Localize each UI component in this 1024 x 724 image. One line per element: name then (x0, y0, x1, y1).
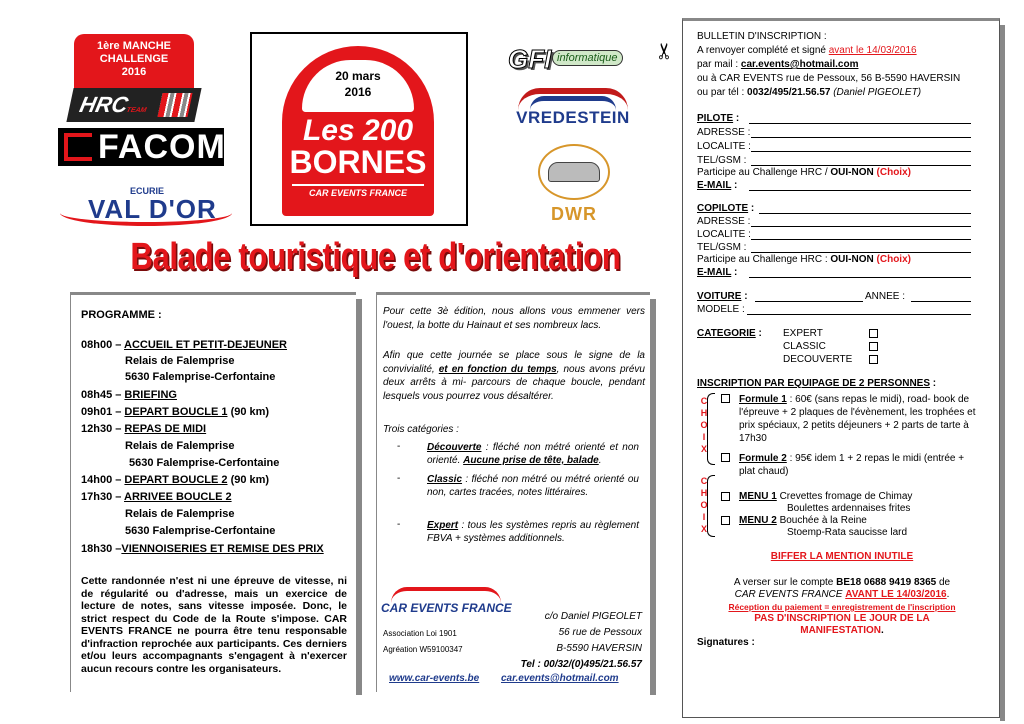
programme-box (70, 292, 356, 692)
contact-name: c/o Daniel PIGEOLET (544, 611, 642, 622)
pilote-adresse-field[interactable] (751, 128, 971, 138)
cat-decouverte-label: DECOUVERTE (783, 354, 853, 365)
vredestein-logo (508, 88, 638, 132)
valdor-logo (60, 186, 232, 226)
website-link[interactable]: www.car-events.be (389, 673, 480, 684)
venue-address: 5630 Falemprise-Cerfontaine (125, 525, 276, 537)
voiture-field[interactable] (755, 292, 863, 302)
signature-area[interactable] (697, 653, 983, 709)
intro-paragraph: Pour cette 3è édition, nous allons vous emmener vers l'ouest, la botte du Hainaut et ses nombreux lacs. (383, 306, 645, 331)
gfi-text: GFI (508, 44, 552, 74)
formule1-text: Formule 1 : 60€ (sans repas le midi), road- book de l'épreuve + 2 plaques de l'évènement, les trophées et prix spéciaux, 2 petits déjeuners + 2 parts de tarte à 17h30 (739, 394, 976, 444)
valdor-text: VAL D'OR (88, 194, 217, 224)
formule2-text: Formule 2 : 95€ idem 1 + 2 repas le midi (entrée + plat chaud) (739, 453, 965, 477)
menu1-text: MENU 1 Crevettes fromage de Chimay (739, 491, 913, 502)
pilote-tel-label: TEL/GSM : (697, 155, 747, 166)
menu2-checkbox[interactable] (721, 516, 730, 525)
menu1-line2: Boulettes ardennaises frites (787, 503, 911, 514)
programme-item: 08h45 – BRIEFING (81, 389, 177, 401)
bullet-dash: - (397, 441, 401, 452)
manche-challenge-logo (74, 34, 194, 94)
manche-line-3: 2016 (121, 66, 147, 78)
disclaimer-paragraph: Cette randonnée n'est ni une épreuve de vitesse, ni de régularité ou d'adresse, mais un exercice de lecture de notes, sans vitesse imposée. Donc, le strict respect du Code de la Route s'impose. CAR EVENTS FRANCE ne pourra être tenu responsable d'infraction reprochée aux participants. Ces derniers et/ou leurs accompagnants s'engagent à n'exercer aucun recours contre les organisateurs. (81, 575, 347, 675)
form-phone-line: ou par tél : 0032/495/21.56.57 (Daniel PIGEOLET) (697, 87, 922, 98)
reception-notice: Réception du paiement = enregistrement de l'inscription (728, 602, 956, 612)
event-year: 2016 (344, 85, 372, 99)
venue-name: Relais de Falemprise (125, 440, 235, 452)
event-date: 20 mars (335, 69, 381, 83)
scissors-icon: ✂ (652, 41, 678, 61)
menu2-line2: Stoemp-Rata saucisse lard (787, 527, 908, 538)
menu1-checkbox[interactable] (721, 492, 730, 501)
description-box (376, 292, 650, 692)
copilote-localite-field[interactable] (751, 230, 971, 240)
programme-item: 14h00 – DEPART BOUCLE 2 (90 km) (81, 474, 270, 486)
choix-vertical-1: C H O I X (700, 396, 708, 454)
category-decouverte: Découverte : fléché non métré orienté et non orienté. Aucune prise de tête, balade. (427, 442, 639, 466)
copilote-tel-label: TEL/GSM : (697, 242, 747, 253)
bornes-text: BORNES (289, 144, 427, 180)
formule2-checkbox[interactable] (721, 453, 730, 462)
date-panel (302, 60, 414, 112)
pilote-localite-field[interactable] (751, 142, 971, 152)
voiture-label: VOITURE : (697, 291, 748, 302)
car-events-france-text: CAR EVENTS FRANCE (381, 601, 512, 615)
form-heading: BULLETIN D'INSCRIPTION : (697, 31, 827, 42)
form-mail-line: par mail : car.events@hotmail.com (697, 59, 859, 70)
association-text: Association Loi 1901 (383, 629, 457, 638)
arch-shape (282, 46, 434, 216)
copilote-email-field[interactable] (749, 268, 971, 278)
hrc-stripes-icon (157, 93, 192, 117)
programme-item: 12h30 – REPAS DE MIDI (81, 423, 207, 435)
programme-item: 08h00 – ACCUEIL ET PETIT-DEJEUNER (81, 339, 288, 351)
categories-heading: Trois catégories : (383, 424, 459, 435)
copilote-adresse-label: ADRESSE : (697, 216, 751, 227)
venue-name: Relais de Falemprise (125, 508, 235, 520)
categorie-label: CATEGORIE : (697, 328, 762, 339)
bullet-dash: - (397, 519, 401, 530)
description-shadow (650, 299, 656, 695)
payment-deadline-line: CAR EVENTS FRANCE AVANT LE 14/03/2016. (734, 589, 950, 600)
conviviality-paragraph: Afin que cette journée se place sous le signe de la convivialité, et en fonction du temps, nous avons prévu deux arrêts à mi- parcours de chaque boucle, pendant lesquels vous pourrez vous désaltérer. (383, 350, 645, 402)
modele-field[interactable] (747, 305, 971, 315)
signatures-label: Signatures : (697, 637, 755, 648)
category-classic: Classic : fléché non métré ou métré orienté ou non, cartes tracées, notes littéraires. (427, 474, 639, 498)
les-200-text: Les 200 (302, 114, 414, 147)
programme-item: 18h30 –VIENNOISERIES ET REMISE DES PRIX (81, 543, 324, 555)
form-return-line: A renvoyer complété et signé avant le 14/03/2016 (697, 45, 917, 56)
pilote-label: PILOTE : (697, 113, 740, 124)
facom-mark-icon (64, 133, 92, 161)
dwr-text: DWR (551, 204, 597, 224)
venue-address: 5630 Falemprise-Cerfontaine (129, 457, 280, 469)
car-events-france-small: CAR EVENTS FRANCE (292, 184, 424, 198)
cat-decouverte-checkbox[interactable] (869, 355, 878, 364)
formule1-checkbox[interactable] (721, 394, 730, 403)
programme-shadow (356, 299, 362, 695)
category-expert: Expert : tous les systèmes repris au règlement FBVA + systèmes additionnels. (427, 520, 639, 544)
modele-label: MODELE : (697, 304, 745, 315)
copilote-tel-field[interactable] (751, 243, 971, 253)
gfi-informatique-logo (508, 44, 638, 74)
copilote-challenge-line[interactable]: Participe au Challenge HRC : OUI-NON (Choix) (697, 254, 911, 265)
vredestein-text: VREDESTEIN (516, 108, 630, 127)
biffer-notice: BIFFER LA MENTION INUTILE (770, 551, 914, 562)
annee-field[interactable] (911, 292, 971, 302)
copilote-localite-label: LOCALITE : (697, 229, 751, 240)
contact-city: B-5590 HAVERSIN (556, 643, 642, 654)
copilote-email-label: E-MAIL : (697, 267, 738, 278)
hrc-text: HRC (77, 92, 131, 117)
facom-logo (58, 128, 224, 166)
hrc-team-text: TEAM (125, 107, 148, 114)
dwr-logo (532, 144, 616, 228)
manche-line-1: 1ère MANCHE (97, 40, 171, 52)
programme-heading: PROGRAMME : (81, 309, 162, 321)
programme-item: 09h01 – DEPART BOUCLE 1 (90 km) (81, 406, 270, 418)
cat-classic-label: CLASSIC (783, 341, 826, 352)
bullet-dash: - (397, 473, 401, 484)
cat-expert-checkbox[interactable] (869, 329, 878, 338)
dwr-car-icon (548, 162, 600, 182)
cat-expert-label: EXPERT (783, 328, 823, 339)
menu2-text: MENU 2 Bouchée à la Reine (739, 515, 867, 526)
payment-account-line: A verser sur le compte BE18 0688 9419 8365 de (733, 577, 951, 588)
valdor-ecurie-text: ECURIE (130, 186, 165, 196)
page-title: Balade touristique et d'orientation (130, 236, 621, 278)
car-events-france-logo (381, 587, 511, 617)
pilote-tel-field[interactable] (751, 156, 971, 166)
programme-item: 17h30 – ARRIVEE BOUCLE 2 (81, 491, 232, 503)
email-link[interactable]: car.events@hotmail.com (501, 673, 619, 684)
agreement-text: Agréation W59100347 (383, 645, 463, 654)
choix-vertical-2: C H O I X (700, 476, 708, 534)
inscription-heading: INSCRIPTION PAR EQUIPAGE DE 2 PERSONNES : (697, 378, 937, 389)
facom-text: FACOM (98, 128, 226, 166)
pilote-adresse-label: ADRESSE : (697, 127, 751, 138)
pilote-email-field[interactable] (749, 181, 971, 191)
no-onsite-notice-1: PAS D'INSCRIPTION LE JOUR DE LA (754, 613, 930, 624)
pilote-field[interactable] (749, 114, 971, 124)
venue-name: Relais de Falemprise (125, 355, 235, 367)
pilote-email-label: E-MAIL : (697, 180, 738, 191)
copilote-label: COPILOTE : (697, 203, 755, 214)
cat-classic-checkbox[interactable] (869, 342, 878, 351)
form-post-line: ou à CAR EVENTS rue de Pessoux, 56 B-5590 HAVERSIN (697, 73, 961, 84)
copilote-field[interactable] (759, 204, 971, 214)
manche-line-2: CHALLENGE (99, 53, 169, 65)
les-200-bornes-logo (250, 32, 468, 226)
no-onsite-notice-2: MANIFESTATION. (800, 625, 884, 636)
pilote-challenge-line[interactable]: Participe au Challenge HRC / OUI-NON (Choix) (697, 167, 911, 178)
registration-form (682, 18, 1000, 718)
gfi-informatique-text: informatique (552, 50, 623, 66)
contact-street: 56 rue de Pessoux (558, 627, 642, 638)
pilote-localite-label: LOCALITE : (697, 141, 751, 152)
hrc-team-logo (66, 88, 201, 122)
contact-phone: Tel : 00/32/(0)495/21.56.57 (520, 659, 642, 670)
copilote-adresse-field[interactable] (751, 217, 971, 227)
venue-address: 5630 Falemprise-Cerfontaine (125, 371, 276, 383)
annee-label: ANNEE : (865, 291, 906, 302)
